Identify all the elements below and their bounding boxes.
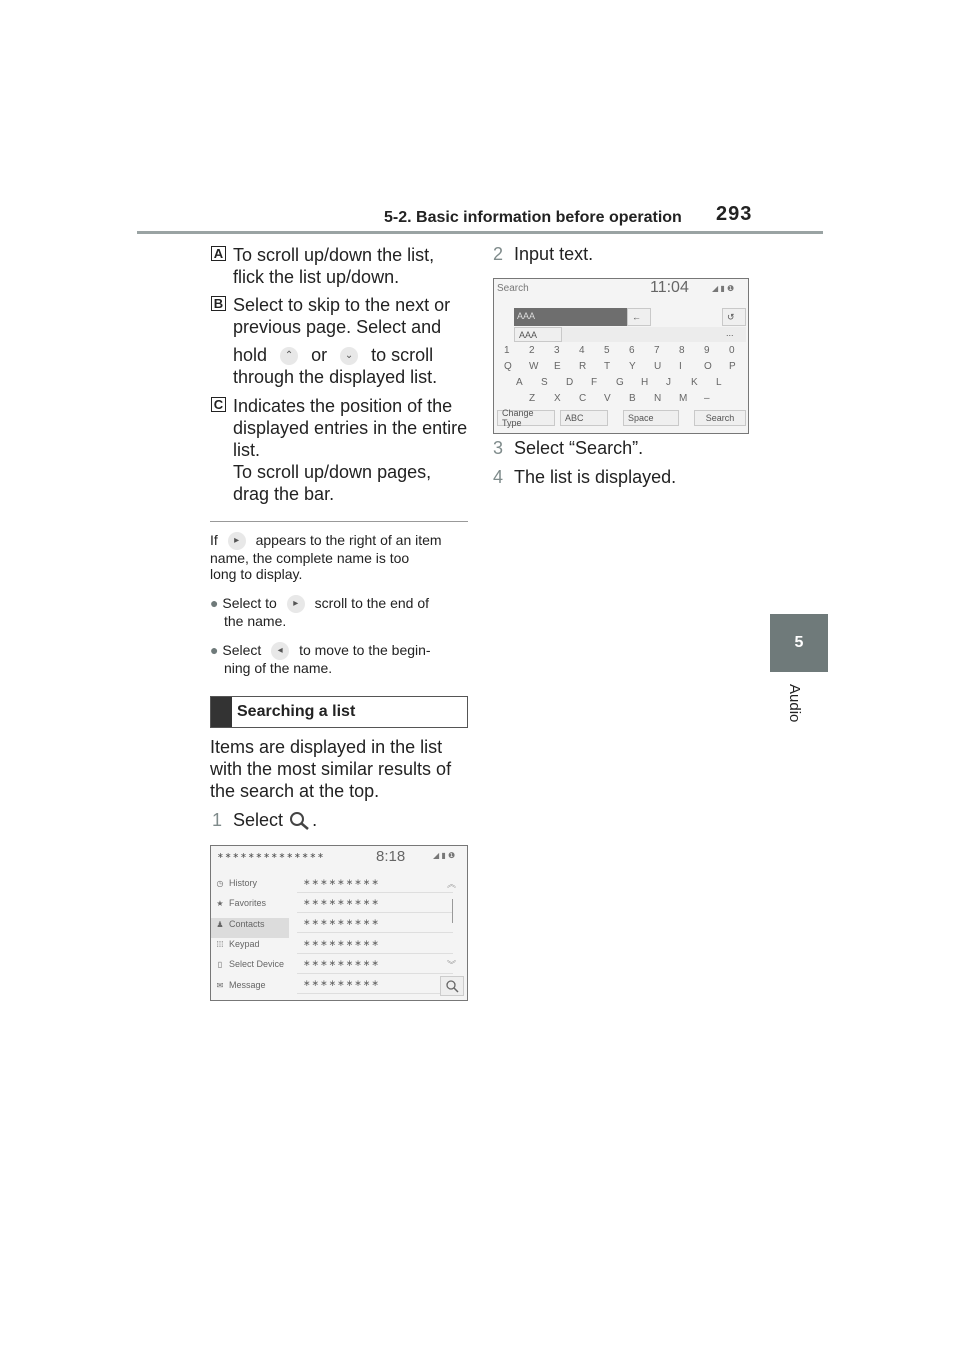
screen1-title: ∗∗∗∗∗∗∗∗∗∗∗∗∗∗ [217, 851, 325, 860]
note-line3: long to display. [210, 566, 303, 583]
item-b-line4: through the displayed list. [233, 367, 438, 387]
device-icon: ▯ [217, 959, 223, 969]
back-arrow-icon: ◂ [271, 642, 289, 660]
intro-text [210, 736, 451, 802]
key[interactable]: S [541, 377, 548, 388]
search-icon [441, 977, 463, 995]
key[interactable]: 7 [654, 345, 660, 356]
step-3 [493, 437, 643, 459]
section-title: Searching a list [237, 703, 356, 720]
item-b-line1: Select to skip to the next or [233, 295, 451, 315]
key[interactable]: Z [529, 393, 536, 404]
backspace-icon: ← [632, 312, 641, 322]
item-b-hold: hold [233, 345, 268, 365]
step-1 [212, 809, 317, 831]
key[interactable]: – [704, 393, 710, 404]
backspace-button[interactable] [627, 308, 651, 326]
star-icon: ★ [216, 898, 224, 908]
key[interactable]: Y [629, 361, 636, 372]
menu-label: Favorites [229, 898, 267, 908]
search-screen [493, 278, 749, 434]
key[interactable]: C [579, 393, 587, 404]
note-if: If [210, 532, 218, 548]
item-a-text [233, 244, 434, 288]
separator [210, 521, 468, 522]
key[interactable]: N [654, 393, 662, 404]
screen2-title: Search [497, 283, 529, 294]
bullet-1-pre: Select to [222, 595, 277, 611]
screen1-time: 8:18 [376, 848, 406, 865]
item-b-or: or [311, 345, 328, 365]
header-rule [137, 231, 823, 234]
label-c: C [211, 397, 226, 412]
bullet-2-post: to move to the begin- [299, 642, 431, 658]
item-a-line2: flick the list up/down. [233, 267, 400, 287]
return-icon: ↺ [727, 311, 735, 322]
step-2-num: 2 [493, 244, 504, 264]
step-1-num: 1 [212, 810, 223, 830]
menu-history[interactable] [215, 874, 295, 892]
key[interactable]: A [516, 377, 523, 388]
item-c-line2: displayed entries in the entire [233, 418, 468, 438]
search-button[interactable]: Search [694, 410, 746, 426]
contacts-screen [210, 845, 468, 1001]
menu-label: Select Device [229, 959, 285, 969]
menu-keypad[interactable] [215, 935, 295, 953]
change-type-button[interactable]: Change Type [497, 410, 555, 426]
menu-favorites[interactable] [215, 894, 295, 912]
status-icons: ◢ ▮ ❶ [712, 284, 735, 293]
step-4 [493, 466, 676, 488]
bullet-1 [210, 595, 429, 629]
page-up-icon[interactable]: ︽ [447, 879, 457, 889]
list-item[interactable]: ∗∗∗∗∗∗∗∗∗ [297, 974, 453, 994]
page-up-icon: ⌃ [280, 347, 298, 365]
intro-line2: with the most similar results of [210, 759, 452, 779]
keypad-icon: ⁞⁞⁞ [216, 939, 224, 949]
bullet-1-line1 [210, 595, 429, 613]
key[interactable]: 1 [504, 345, 510, 356]
menu-label: Message [229, 980, 266, 990]
intro-line1: Items are displayed in the list [210, 737, 443, 757]
item-c-line4: To scroll up/down pages, [233, 462, 432, 482]
section-bar [211, 697, 232, 727]
ellipsis-note [210, 532, 442, 582]
suggestion-item[interactable]: AAA [514, 327, 562, 342]
ellipsis-arrow-icon: ▸ [228, 532, 246, 550]
key[interactable]: W [529, 361, 539, 372]
more-suggestions[interactable]: ... [726, 328, 734, 338]
item-b-to-scroll: to scroll [371, 345, 434, 365]
item-a-line1: To scroll up/down the list, [233, 245, 435, 265]
status-icons: ◢ ▮ ❶ [433, 851, 456, 860]
key[interactable]: 6 [629, 345, 635, 356]
back-button[interactable] [722, 308, 746, 326]
item-b-line2: previous page. Select and [233, 317, 442, 337]
key[interactable]: F [591, 377, 598, 388]
key[interactable]: I [679, 361, 682, 372]
step-1-post: . [312, 810, 318, 830]
intro-line3: the search at the top. [210, 781, 380, 801]
person-icon: ♟ [216, 919, 224, 929]
bullet-1-line2: the name. [224, 613, 287, 630]
bullet-2-line2: ning of the name. [224, 660, 333, 677]
step-3-num: 3 [493, 438, 504, 458]
note-line1 [210, 532, 442, 550]
menu-label: Contacts [229, 919, 265, 929]
step-1-pre: Select [233, 810, 284, 830]
list-item[interactable]: ∗∗∗∗∗∗∗∗∗ [297, 934, 453, 954]
bullet-2 [210, 642, 431, 676]
item-c-line3: list. [233, 440, 260, 460]
note-line2: name, the complete name is too [210, 550, 410, 567]
input-value: AAA [517, 311, 536, 321]
key[interactable]: L [716, 377, 722, 388]
list-item[interactable]: ∗∗∗∗∗∗∗∗∗ [297, 954, 453, 974]
key[interactable]: G [616, 377, 624, 388]
key[interactable]: H [641, 377, 649, 388]
list-item[interactable]: ∗∗∗∗∗∗∗∗∗ [297, 893, 453, 913]
item-c-line1: Indicates the position of the [233, 396, 453, 416]
chapter-tab: 5 [770, 614, 828, 672]
chapter-label: Audio [786, 684, 803, 723]
step-2-text: Input text. [514, 244, 594, 264]
ellipsis-arrow-icon: ▸ [287, 595, 305, 613]
step-4-num: 4 [493, 467, 504, 487]
scroll-bar[interactable] [452, 899, 453, 923]
note-rest: appears to the right of an item [255, 532, 442, 548]
key[interactable]: E [554, 361, 561, 372]
key[interactable]: V [604, 393, 611, 404]
key[interactable]: M [679, 393, 688, 404]
item-b-line3 [233, 344, 450, 366]
key[interactable]: X [554, 393, 561, 404]
search-icon [288, 811, 312, 831]
menu-label: Keypad [229, 939, 260, 949]
key[interactable]: 0 [729, 345, 735, 356]
key[interactable]: U [654, 361, 662, 372]
menu-message[interactable] [215, 976, 295, 994]
page-down-icon: ⌄ [340, 347, 358, 365]
key[interactable]: P [729, 361, 736, 372]
step-2 [493, 243, 593, 265]
bullet-2-pre: Select [222, 642, 262, 658]
key[interactable]: J [666, 377, 671, 388]
abc-button[interactable]: ABC [560, 410, 608, 426]
section-heading [210, 696, 468, 728]
key[interactable]: 3 [554, 345, 560, 356]
clock-icon: ◷ [216, 878, 224, 888]
bullet-1-post: scroll to the end of [314, 595, 430, 611]
list-item[interactable]: ∗∗∗∗∗∗∗∗∗ [297, 913, 453, 933]
key[interactable]: 9 [704, 345, 710, 356]
suggestion-bar [514, 327, 746, 342]
key[interactable]: 8 [679, 345, 685, 356]
menu-select-device[interactable] [215, 955, 295, 973]
bullet-mark: ● [210, 595, 219, 611]
key[interactable]: B [629, 393, 636, 404]
key[interactable]: K [691, 377, 698, 388]
page-number: 293 [716, 203, 753, 225]
screen2-time: 11:04 [650, 279, 689, 296]
search-input[interactable] [514, 308, 627, 326]
label-b: B [211, 296, 226, 311]
step-3-text: Select “Search”. [514, 438, 644, 458]
key[interactable]: T [604, 361, 611, 372]
menu-contacts[interactable] [215, 915, 295, 933]
label-a: A [211, 246, 226, 261]
key[interactable]: 4 [579, 345, 585, 356]
key[interactable]: Q [504, 361, 512, 372]
key[interactable]: 2 [529, 345, 535, 356]
bullet-mark: ● [210, 642, 219, 658]
item-c-line5: drag the bar. [233, 484, 335, 504]
space-button[interactable]: Space [623, 410, 679, 426]
message-icon: ✉ [216, 980, 224, 990]
bullet-2-line1 [210, 642, 431, 660]
key[interactable]: D [566, 377, 574, 388]
search-button[interactable] [440, 976, 464, 996]
key[interactable]: O [704, 361, 712, 372]
item-c-text [233, 395, 467, 505]
item-b-text [233, 294, 450, 388]
page-down-icon[interactable]: ︾ [447, 960, 457, 970]
list-item[interactable]: ∗∗∗∗∗∗∗∗∗ [297, 873, 453, 893]
key[interactable]: R [579, 361, 587, 372]
section-header-title: 5-2. Basic information before operation [384, 209, 682, 226]
menu-label: History [229, 878, 258, 888]
key[interactable]: 5 [604, 345, 610, 356]
step-4-text: The list is displayed. [514, 467, 677, 487]
